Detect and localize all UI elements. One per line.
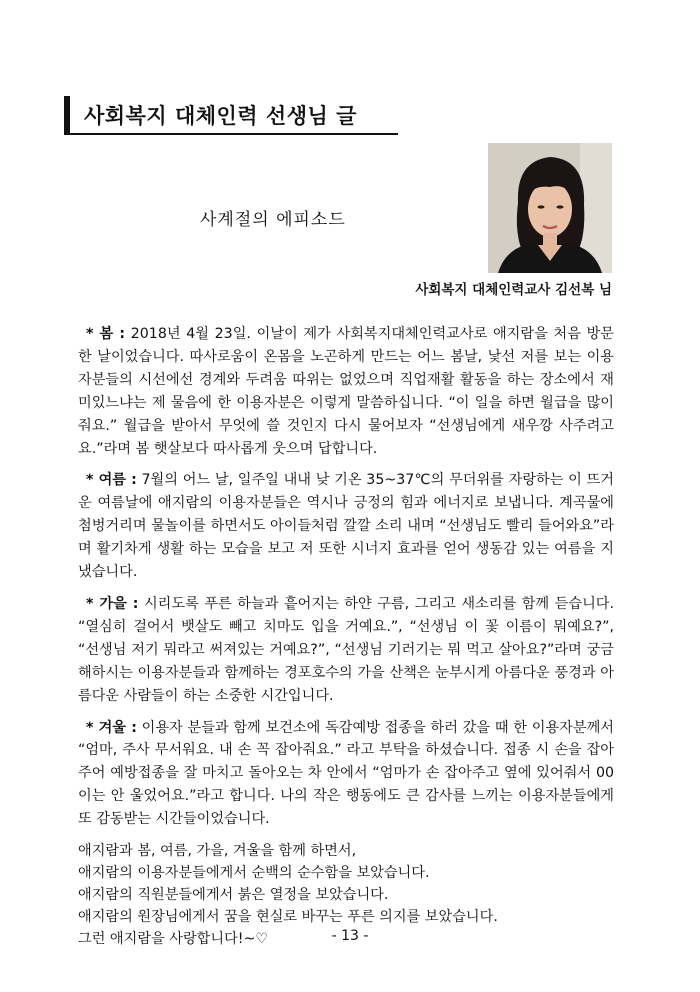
section-header (64, 96, 398, 134)
paragraph-text: 2018년 4월 23일. 이날이 제가 사회복지대체인력교사로 애지람을 처음 방문한 날이었습니다. 따사로움이 온몸을 노곤하게 만드는 어느 봄날, 낯선 저를 보는 이용자분들의 시선에선 경계와 두려움 따위는 없었으며 직업재활 활동을 하는 장소에서 재미있느냐는 제 물음에 한 이용자분은 이렇게 말씀하십니다. “이 일을 하면 월급을 많이 줘요.” 월급을 받아서 무엇에 쓸 것인지 다시 물어보자 “선생님에게 새우깡 사주려고요.”라며 봄 햇살보다 따사롭게 웃으며 답합니다. (78, 326, 614, 457)
closing-line: 애지람의 원장님에게서 꿈을 현실로 바꾸는 푸른 의지를 보았습니다. (78, 909, 498, 926)
page-title: 사회복지 대체인력 선생님 글 (84, 104, 357, 128)
closing-line: 그런 애지람을 사랑합니다!~♡ (78, 931, 269, 948)
closing-line: 애지람의 직원분들에게서 붉은 열정을 보았습니다. (78, 887, 389, 904)
closing-line: 애지람의 이용자분들에게서 순백의 순수함을 보았습니다. (78, 865, 430, 882)
paragraph-spring (78, 323, 614, 460)
closing-line: 애지람과 봄, 여름, 가을, 겨울을 함께 하면서, (78, 843, 357, 860)
paragraph-autumn (78, 593, 614, 708)
article-body (78, 323, 614, 950)
season-marker: * 가을 : (86, 595, 139, 612)
author-photo (488, 143, 612, 273)
header-underline (64, 133, 398, 135)
article-subtitle: 사계절의 에피소드 (200, 210, 346, 230)
season-marker: * 겨울 : (86, 719, 137, 736)
author-byline: 사회복지 대체인력교사 김선복 님 (415, 282, 612, 298)
paragraph-text: 7월의 어느 날, 일주일 내내 낮 기온 35~37℃의 무더위를 자랑하는 이 뜨거운 여름날에 애지람의 이용자분들은 역시나 긍정의 힘과 에너지로 보냅니다. 계곡물에 첨벙거리며 물놀이를 하면서도 아이들처럼 깔깔 소리 내며 “선생님도 빨리 들어와요”라며 활기차게 생활 하는 모습을 보고 저 또한 시너지 효과를 얻어 생동감 있는 여름을 지냈습니다. (78, 472, 614, 581)
page-number: - 13 - (331, 928, 369, 944)
season-marker: * 봄 : (86, 326, 126, 342)
paragraph-winter (78, 717, 614, 832)
paragraph-text: 이용자 분들과 함께 보건소에 독감예방 접종을 하러 갔을 때 한 이용자분께서 “엄마, 주사 무서워요. 내 손 꼭 잡아줘요.” 라고 부탁을 하셨습니다. 접종 시 손을 잡아주어 예방접종을 잘 마치고 돌아오는 차 안에서 “엄마가 손 잡아주고 옆에 있어줘서 00이는 안 울었어요.”라고 합니다. 나의 작은 행동에도 큰 감사를 느끼는 이용자분들에게 또 감동받는 시간들이었습니다. (78, 719, 614, 828)
season-marker: * 여름 : (86, 472, 137, 489)
paragraph-summer (78, 469, 614, 584)
header-accent-bar (64, 96, 70, 134)
paragraph-text: 시리도록 푸른 하늘과 흩어지는 하얀 구름, 그리고 새소리를 함께 듣습니다. “열심히 걸어서 뱃살도 빼고 치마도 입을 거예요.”, “선생님 이 꽃 이름이 뭐예요?”, “선생님 저기 뭐라고 써져있는 거예요?”, “선생님 기러기는 뭐 먹고 살아요?”라며 궁금해하시는 이용자분들과 함께하는 경포호수의 가을 산책은 눈부시게 아름다운 풍경과 아름다운 사람들이 하는 소중한 시간입니다. (78, 595, 614, 704)
